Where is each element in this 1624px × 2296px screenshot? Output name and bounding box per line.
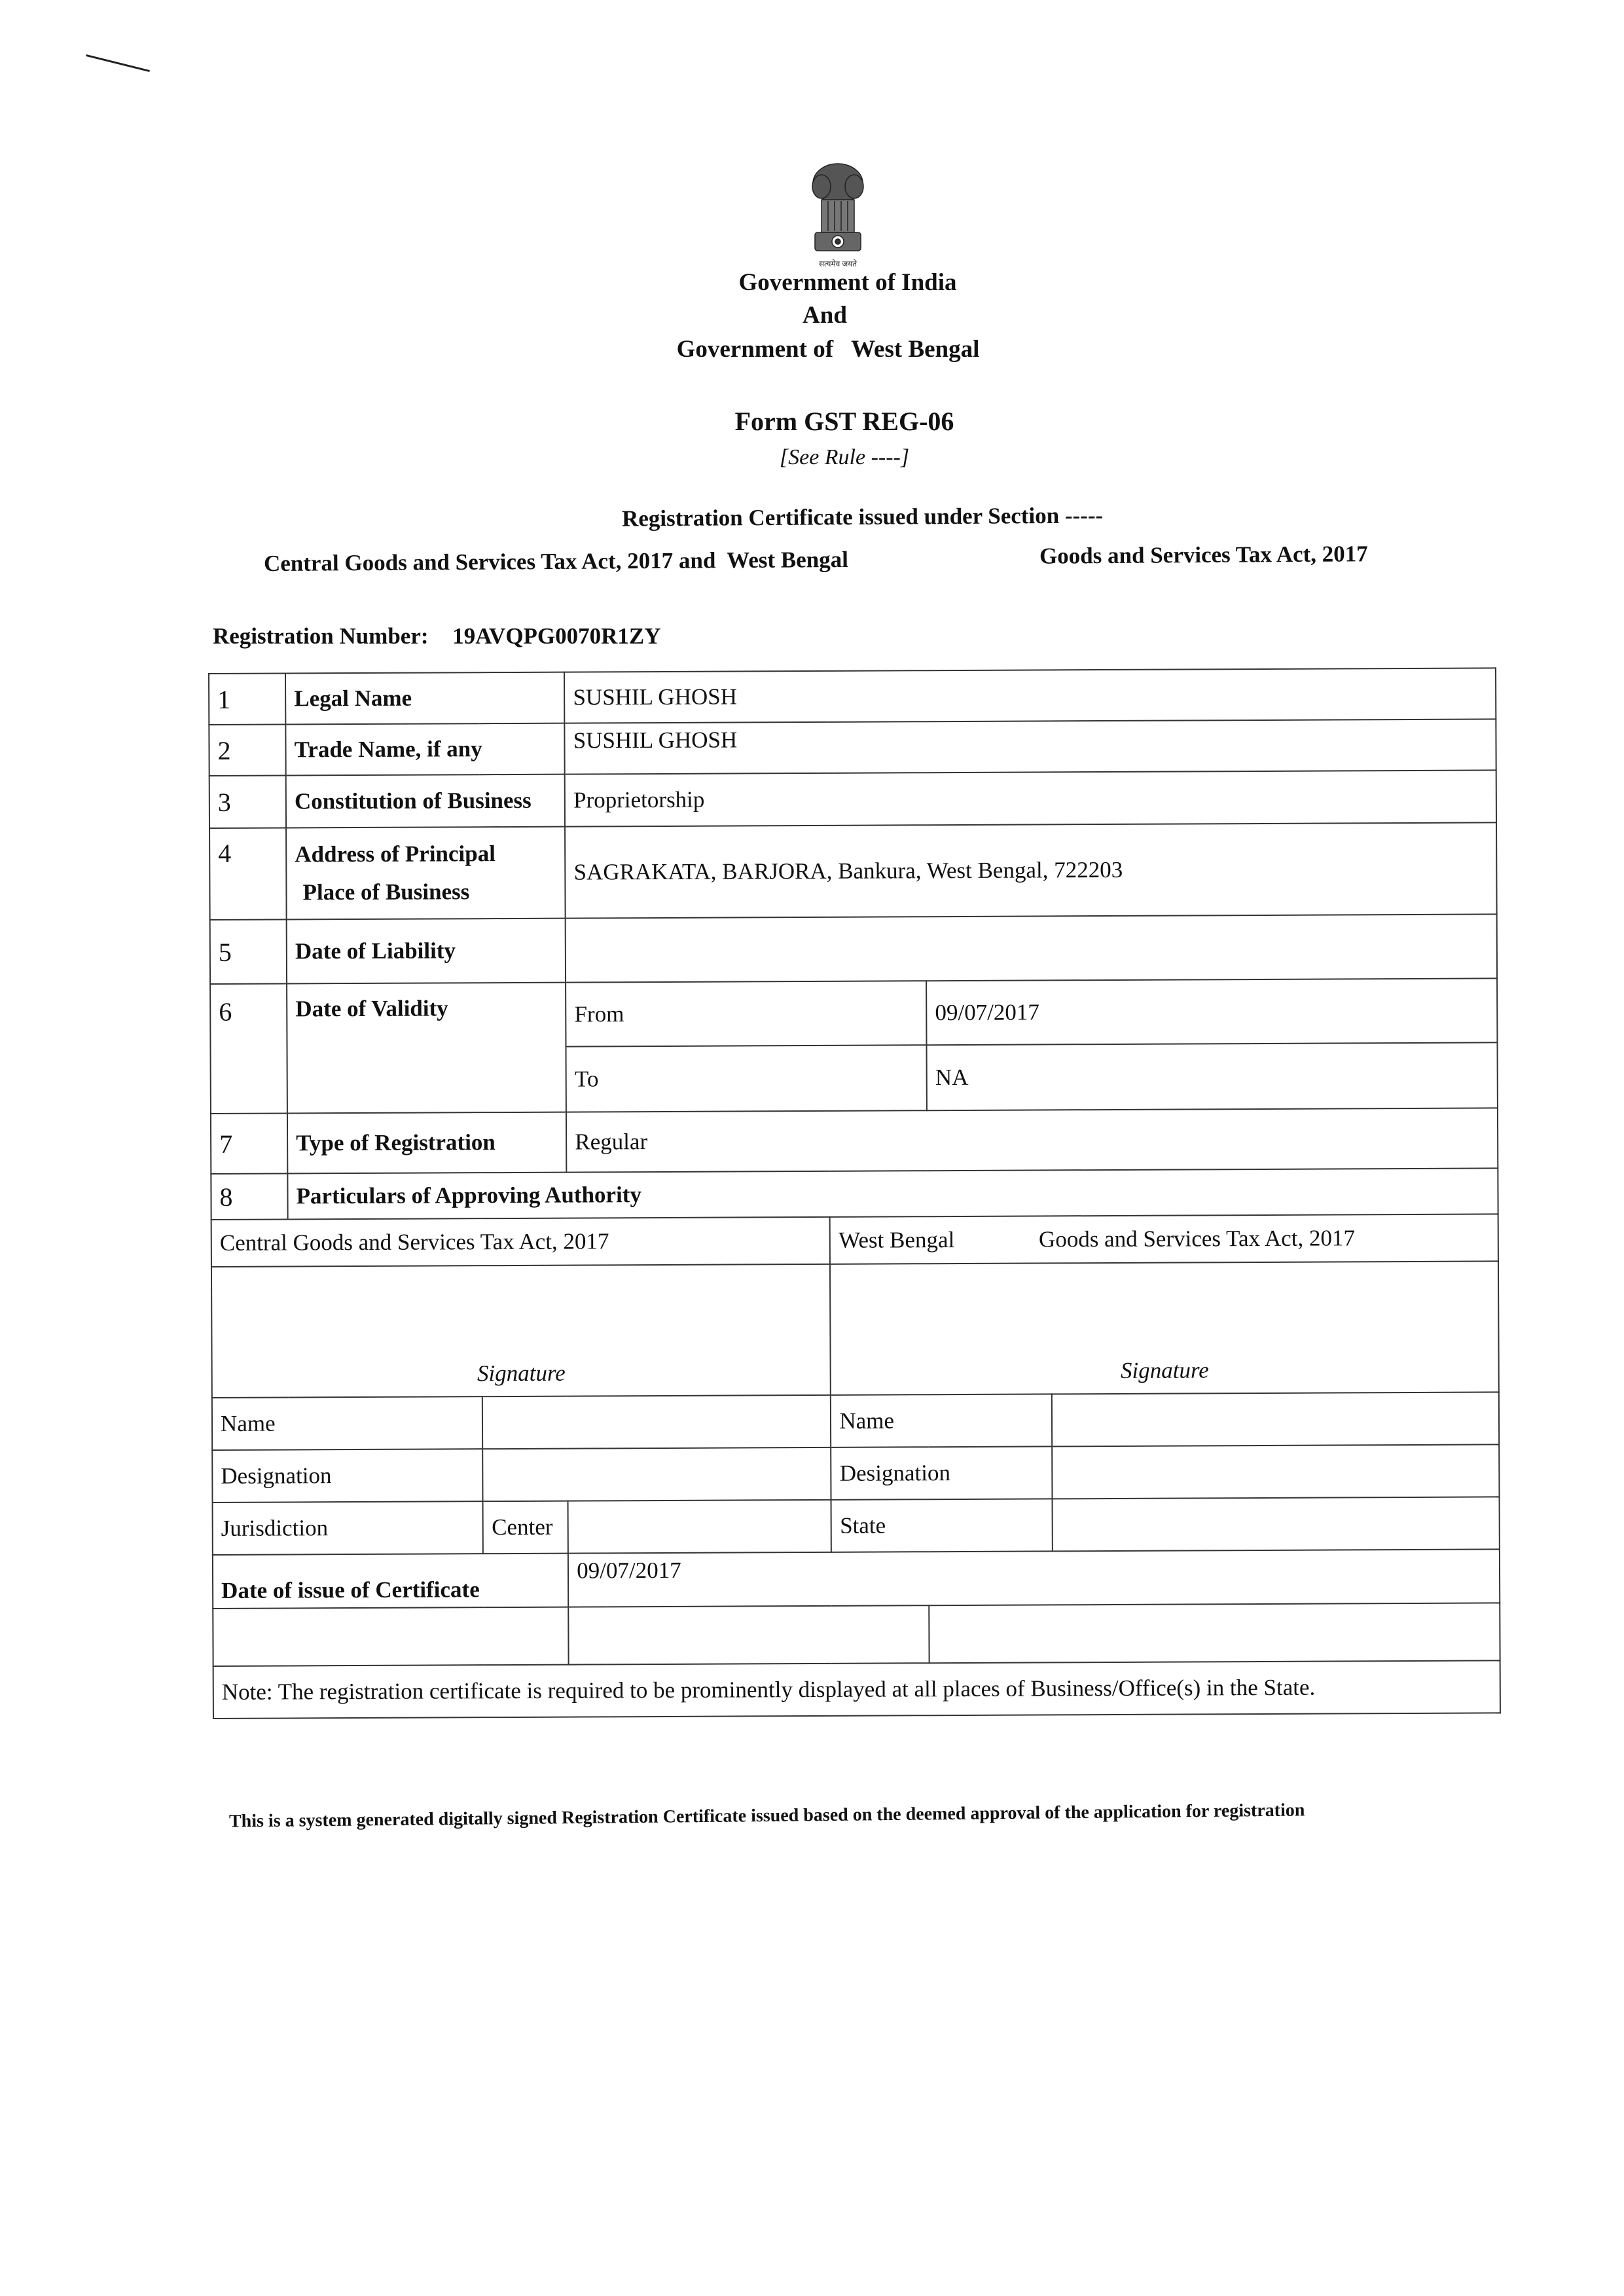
table-row-name xyxy=(212,1392,1499,1450)
address-label-line2: Place of Business xyxy=(302,879,470,905)
state-value xyxy=(1052,1497,1500,1551)
central-act-label: Central Goods and Services Tax Act, 2017 xyxy=(211,1217,831,1267)
address-label-line1: Address of Principal xyxy=(295,841,496,867)
state-name-value xyxy=(1051,1392,1499,1446)
and-text: And xyxy=(803,302,847,329)
state-designation-value xyxy=(1052,1444,1500,1499)
date-issue-value: 09/07/2017 xyxy=(568,1549,1500,1607)
svg-text:सत्यमेव जयते: सत्यमेव जयते xyxy=(818,259,857,268)
date-liability-value xyxy=(566,914,1497,982)
row-number: 2 xyxy=(209,724,285,776)
state-designation-label: Designation xyxy=(831,1446,1053,1499)
row-number: 7 xyxy=(211,1113,288,1174)
validity-to-label: To xyxy=(566,1045,927,1112)
registration-number-value: 19AVQPG0070R1ZY xyxy=(452,623,661,649)
table-row-designation xyxy=(212,1444,1499,1503)
scan-mark xyxy=(86,54,150,72)
trade-name-value: SUSHIL GHOSH xyxy=(565,719,1496,774)
constitution-value: Proprietorship xyxy=(565,770,1496,826)
date-issue-label: Date of issue of Certificate xyxy=(213,1554,569,1609)
validity-from-value: 09/07/2017 xyxy=(926,978,1497,1045)
address-value: SAGRAKATA, BARJORA, Bankura, West Bengal, 722203 xyxy=(565,822,1496,918)
table-row-trade-name xyxy=(209,719,1496,776)
date-liability-label: Date of Liability xyxy=(287,919,566,984)
row-number: 1 xyxy=(209,673,285,725)
gov-india-heading: Government of India xyxy=(738,269,957,296)
act-right-text: Goods and Services Tax Act, 2017 xyxy=(1039,541,1368,569)
table-row-empty xyxy=(213,1603,1500,1666)
registration-type-value: Regular xyxy=(566,1108,1498,1172)
table-row-date-issue xyxy=(213,1549,1500,1609)
row-number: 6 xyxy=(210,983,287,1114)
trade-name-label: Trade Name, if any xyxy=(285,723,564,776)
registration-number-line xyxy=(213,623,661,649)
table-row-registration-type xyxy=(211,1108,1498,1174)
state-name-label: West Bengal xyxy=(839,1227,955,1253)
central-signature-box: Signature xyxy=(211,1264,831,1398)
table-row-constitution xyxy=(209,770,1496,828)
table-row-authority-acts xyxy=(211,1214,1498,1267)
row-number: 8 xyxy=(211,1173,287,1220)
table-row-address xyxy=(209,822,1497,920)
jurisdiction-label: Jurisdiction xyxy=(213,1501,484,1555)
registration-type-label: Type of Registration xyxy=(287,1112,567,1174)
central-designation-label: Designation xyxy=(212,1449,483,1503)
date-validity-label: Date of Validity xyxy=(287,983,566,1114)
form-title: Form GST REG-06 xyxy=(734,407,954,436)
empty-cell xyxy=(213,1607,569,1666)
empty-cell xyxy=(929,1603,1500,1663)
validity-from-label: From xyxy=(566,981,926,1046)
certificate-table xyxy=(208,667,1501,1719)
state-signature-box: Signature xyxy=(830,1261,1498,1394)
table-row-approving-authority xyxy=(211,1168,1498,1220)
state-name-field-label: Name xyxy=(831,1394,1052,1447)
rule-reference: [See Rule ----] xyxy=(779,445,910,469)
table-row-date-liability xyxy=(210,914,1497,984)
central-designation-value xyxy=(483,1448,831,1501)
central-name-label: Name xyxy=(212,1396,483,1450)
constitution-label: Constitution of Business xyxy=(286,774,565,828)
state-act-label: Goods and Services Tax Act, 2017 xyxy=(1038,1225,1356,1252)
table-row-date-validity-from xyxy=(210,978,1497,1048)
act-left-text: Central Goods and Services Tax Act, 2017 and West Bengal xyxy=(263,546,849,577)
center-value xyxy=(568,1500,832,1554)
approving-authority-heading: Particulars of Approving Authority xyxy=(287,1168,1498,1219)
address-label xyxy=(286,827,566,920)
national-emblem-icon xyxy=(802,160,874,272)
central-name-value xyxy=(482,1395,831,1449)
state-label: State xyxy=(831,1499,1053,1552)
center-label: Center xyxy=(483,1501,568,1554)
table-row-jurisdiction xyxy=(213,1497,1500,1555)
table-row-signatures xyxy=(211,1261,1499,1398)
row-number: 3 xyxy=(209,775,286,828)
table-row-note xyxy=(213,1660,1500,1719)
gov-west-bengal-heading: Government of West Bengal xyxy=(676,336,980,363)
display-note: Note: The registration certificate is required to be prominently displayed at all places of Business/Office(s) in the State. xyxy=(213,1660,1500,1719)
legal-name-label: Legal Name xyxy=(285,672,564,725)
table-row-legal-name xyxy=(209,668,1496,725)
row-number: 4 xyxy=(209,828,287,920)
system-generated-footer: This is a system generated digitally signed Registration Certificate issued based on the deemed approval of the application for registration xyxy=(228,1800,1305,1832)
empty-cell xyxy=(568,1605,929,1664)
validity-to-value: NA xyxy=(927,1042,1498,1110)
certificate-title: Registration Certificate issued under Section ----- xyxy=(621,502,1104,532)
row-number: 5 xyxy=(210,919,287,984)
registration-number-label: Registration Number: xyxy=(213,623,429,649)
legal-name-value: SUSHIL GHOSH xyxy=(564,668,1496,723)
state-act-cell xyxy=(830,1214,1498,1264)
